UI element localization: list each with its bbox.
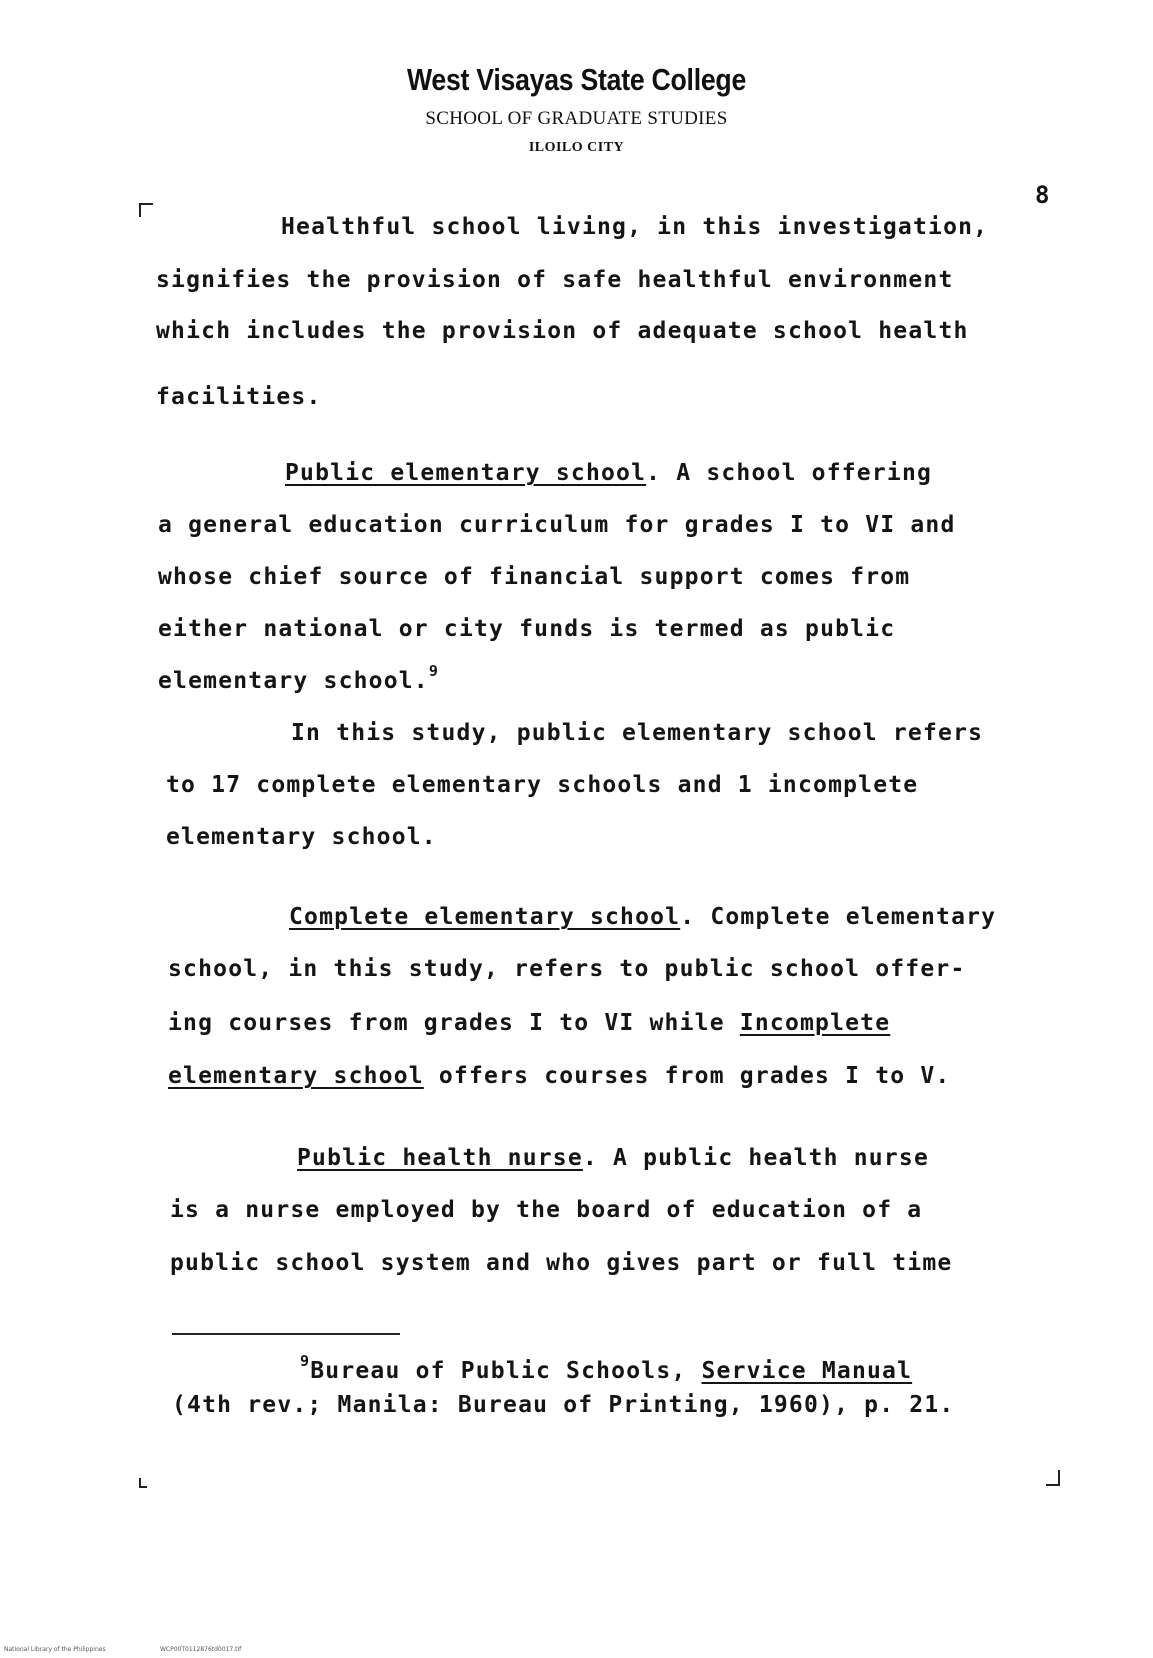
file-code: WCP00T0112876td0017.tif [160, 1646, 242, 1653]
para2-line1 [285, 460, 932, 486]
para2-line4: either national or city funds is termed as public [158, 616, 896, 642]
footnote-number: 9 [300, 1352, 311, 1370]
para1-line4: facilities. [156, 384, 322, 410]
term-incomplete: Incomplete [739, 1010, 891, 1036]
footnote-text: Bureau of Public Schools, [310, 1358, 702, 1384]
para2-line1-rest: . A school offering [646, 460, 933, 486]
footnote-rule [172, 1333, 400, 1335]
footnote-line2: (4th rev.; Manila: Bureau of Printing, 1960), p. 21. [172, 1392, 955, 1418]
footnote-line1 [300, 1352, 913, 1384]
para5-line2: is a nurse employed by the board of education of a [170, 1197, 923, 1223]
para4-line3 [168, 1010, 890, 1036]
para2-line3: whose chief source of financial support comes from [158, 564, 911, 590]
para3-line1: In this study, public elementary school refers [291, 720, 984, 746]
term-complete-elementary-school: Complete elementary school [289, 904, 681, 930]
para1-line1: Healthful school living, in this investigation, [281, 214, 989, 240]
para5-line1 [297, 1145, 929, 1171]
term-elementary-school: elementary school [168, 1063, 424, 1089]
para4-line2: school, in this study, refers to public school offer- [168, 956, 966, 982]
para2-line5 [158, 662, 440, 694]
para4-line1-rest: . Complete elementary [680, 904, 997, 930]
para1-line3: which includes the provision of adequate school health [156, 318, 969, 344]
corner-mark-bottom-left [139, 1478, 147, 1488]
term-public-health-nurse: Public health nurse [297, 1145, 583, 1171]
para4-line4 [168, 1063, 950, 1089]
para4-line3-text: ing courses from grades I to VI while [168, 1010, 740, 1036]
para4-line4-rest: offers courses from grades I to V. [423, 1063, 951, 1089]
para3-line3: elementary school. [166, 824, 437, 850]
city-name: ILOILO CITY [528, 140, 625, 155]
para5-line3: public school system and who gives part or full time [170, 1250, 953, 1276]
school-name: SCHOOL OF GRADUATE STUDIES [425, 108, 728, 129]
footnote-title: Service Manual [701, 1358, 913, 1384]
para1-line2: signifies the provision of safe healthful environment [156, 267, 954, 293]
corner-mark-bottom-right [1046, 1470, 1060, 1486]
footnote-ref: 9 [428, 662, 440, 680]
para2-line2: a general education curriculum for grades I to VI and [158, 512, 956, 538]
college-name: West Visayas State College [406, 62, 747, 97]
library-credit: National Library of the Philippines [4, 1646, 106, 1653]
term-public-elementary-school: Public elementary school [285, 460, 647, 486]
para3-line2: to 17 complete elementary schools and 1 incomplete [166, 772, 919, 798]
para4-line1 [289, 904, 996, 930]
corner-mark-top-left [139, 203, 153, 217]
page-number: 8 [1035, 181, 1050, 209]
para5-line1-rest: . A public health nurse [582, 1145, 929, 1171]
para2-last-text: elementary school. [158, 668, 429, 694]
